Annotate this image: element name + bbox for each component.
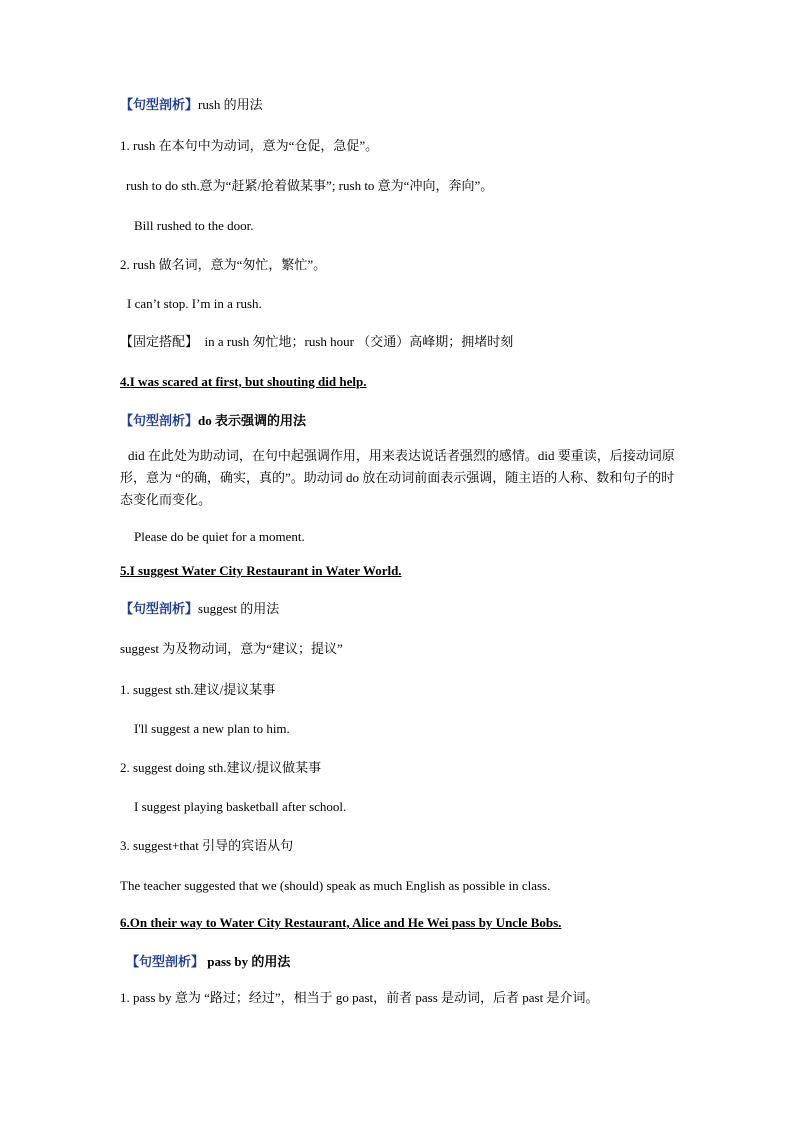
paragraph: 1. rush 在本句中为动词，意为“仓促，急促”。 (120, 138, 379, 153)
section-passby-title (126, 953, 290, 971)
paragraph: suggest 为及物动词，意为“建议；提议” (120, 641, 343, 656)
section-suggest-title (120, 600, 279, 618)
paragraph: 1. pass by 意为 “路过；经过”，相当于 go past，前者 pass 是动词，后者 past 是介词。 (120, 990, 599, 1005)
section-heading-6: 6.On their way to Water City Restaurant, Alice and He Wei pass by Uncle Bobs. (120, 915, 562, 930)
fixed-text: in a rush 匆忙地；rush hour （交通）高峰期；拥堵时刻 (204, 334, 514, 349)
paragraph: 2. rush 做名词，意为“匆忙，繁忙”。 (120, 257, 327, 272)
section-title-text: pass by 的用法 (207, 954, 291, 969)
example-sentence: Please do be quiet for a moment. (134, 529, 305, 544)
paragraph: rush to do sth.意为“赶紧/抢着做某事”; rush to 意为“冲向，奔向”。 (126, 178, 494, 193)
section-rush-title (120, 96, 263, 114)
section-title-text: rush 的用法 (198, 97, 263, 112)
fixed-tag: 【固定搭配】 (120, 334, 199, 349)
paragraph: 1. suggest sth.建议/提议某事 (120, 682, 276, 697)
analysis-tag: 【句型剖析】 (120, 97, 199, 112)
fixed-collocation (120, 333, 513, 351)
section-do-title (120, 412, 306, 430)
analysis-tag: 【句型剖析】 (120, 601, 199, 616)
paragraph: 3. suggest+that 引导的宾语从句 (120, 838, 294, 853)
section-heading-5: 5.I suggest Water City Restaurant in Water World. (120, 563, 402, 578)
section-heading-4: 4.I was scared at first, but shouting did help. (120, 374, 367, 389)
paragraph: 2. suggest doing sth.建议/提议做某事 (120, 760, 322, 775)
example-sentence: I'll suggest a new plan to him. (134, 721, 290, 736)
example-sentence: The teacher suggested that we (should) speak as much English as possible in class. (120, 878, 551, 893)
example-sentence: I suggest playing basketball after school. (134, 799, 347, 814)
example-sentence: I can’t stop. I’m in a rush. (127, 296, 262, 311)
analysis-tag: 【句型剖析】 (120, 413, 199, 428)
example-sentence: Bill rushed to the door. (134, 218, 254, 233)
paragraph: did 在此处为助动词，在句中起强调作用，用来表达说话者强烈的感情。did 要重读，后接动词原形，意为 “的确，确实，真的”。助动词 do 放在动词前面表示强调，随主语的人称、数和句子的时态变化而变化。 (120, 448, 675, 507)
analysis-tag: 【句型剖析】 (126, 954, 205, 969)
section-title-text: do 表示强调的用法 (198, 413, 306, 428)
section-title-text: suggest 的用法 (198, 601, 280, 616)
